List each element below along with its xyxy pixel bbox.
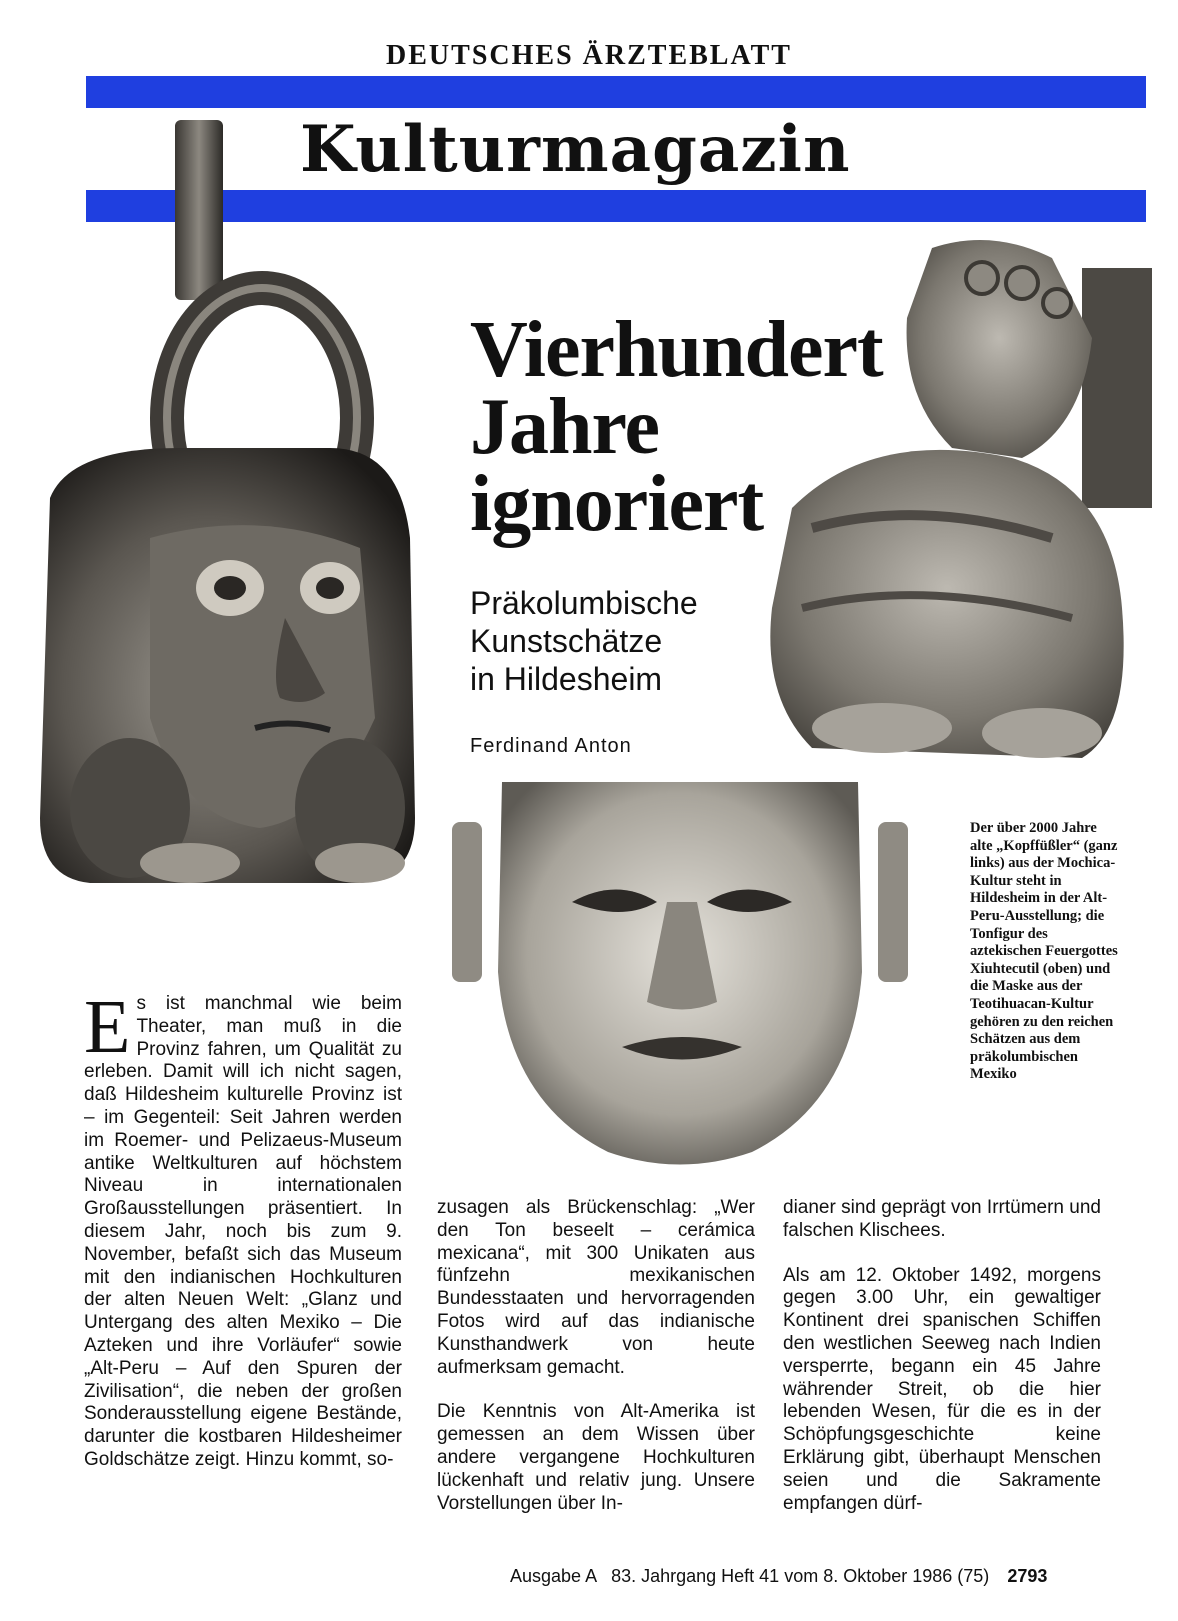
section-title: Kulturmagazin [300, 112, 851, 187]
page-footer [510, 1566, 1047, 1587]
mochica-vessel-photo [30, 118, 420, 898]
article-paragraph: Die Kenntnis von Alt-Amerika ist gemessen an dem Wissen über andere vergangene Hochkulturen lückenhaft und relativ jung. Unsere Vorstellungen über In- [437, 1401, 755, 1514]
teotihuacan-mask-photo [452, 772, 908, 1172]
page-number: 2793 [1007, 1566, 1048, 1586]
masthead: DEUTSCHES ÄRZTEBLATT [386, 40, 792, 71]
subtitle [470, 584, 800, 698]
article-column-3 [783, 1197, 1101, 1515]
headline [470, 306, 890, 548]
footer-edition: Ausgabe A [510, 1566, 598, 1586]
subtitle-line: Präkolumbische [470, 585, 698, 621]
dropcap: E [84, 985, 131, 1069]
article-column-2 [437, 1197, 755, 1515]
subtitle-line: Kunstschätze [470, 623, 663, 659]
article-paragraph: dianer sind geprägt von Irrtümern und falschen Klischees. [783, 1197, 1101, 1241]
article-paragraph: Als am 12. Oktober 1492, morgens gegen 3.00 Uhr, ein gewaltiger Kontinent drei spanischen Schiffen den westlichen Seeweg nach Indien versperrte, begann ein 45 Jahre währender Streit, ob die hier lebenden Wesen, für die es in der Schöpfungsgeschichte keine Erklärung gibt, überhaupt Menschen seien und die Sakramente empfangen dürf- [783, 1264, 1101, 1514]
article-column-1 [84, 985, 402, 1472]
author-byline: Ferdinand Anton [470, 735, 632, 757]
subtitle-line: in Hildesheim [470, 661, 663, 697]
header-band-top [86, 76, 1146, 108]
headline-line: Vierhundert [470, 306, 883, 394]
headline-line: ignoriert [470, 460, 764, 548]
photo-caption: Der über 2000 Jahre alte „Kopffüßler“ (ganz links) aus der Mochica-Kultur steht in Hildesheim in der Alt-Peru-Ausstellung; die Tonfigur des aztekischen Feuergottes Xiuhtecutil (oben) und die Maske aus der Teotihuacan-Kultur gehören zu den reichen Schätzen aus dem präkolumbischen Mexiko [970, 820, 1118, 1083]
article-paragraph: zusagen als Brückenschlag: „Wer den Ton beseelt – cerámica mexicana“, mit 300 Unikaten aus fünfzehn mexikanischen Bundesstaaten und hervorragenden Fotos wird auf das indianische Kunsthandwerk von heute aufmerksam gemacht. [437, 1197, 755, 1378]
article-text: s ist manchmal wie beim Theater, man muß in die Provinz fahren, um Qualität zu erleben. Damit will ich nicht sagen, daß Hildesheim kulturelle Provinz ist – im Gegenteil: Seit Jahren werden im Roemer- und Pelizaeus-Museum antike Weltkulturen auf höchstem Niveau in internationalen Großausstellungen präsentiert. In diesem Jahr, noch bis zum 9. November, befaßt sich das Museum mit den indianischen Hochkulturen der alten Neuen Welt: „Glanz und Untergang des alten Mexiko – Die Azteken und ihre Vorläufer“ sowie „Alt-Peru – Auf den Spuren der Zivilisation“, die neben der großen Sonderausstellung eigene Bestände, darunter die kostbaren Hildesheimer Goldschätze zeigt. Hinzu kommt, so- [84, 993, 402, 1470]
footer-issue: 83. Jahrgang Heft 41 vom 8. Oktober 1986 (75) [611, 1566, 990, 1586]
headline-line: Jahre [470, 383, 660, 471]
